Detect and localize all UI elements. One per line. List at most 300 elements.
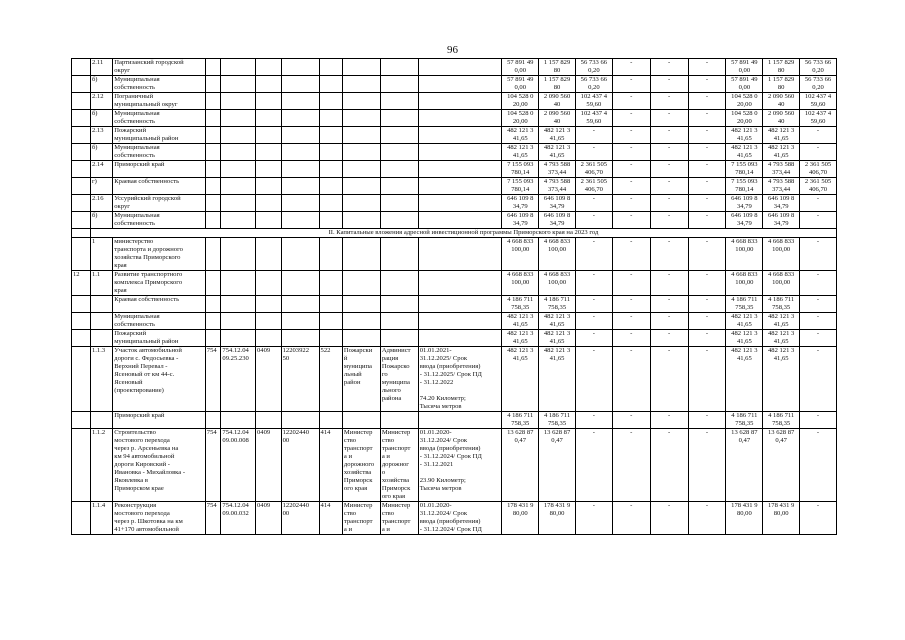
customer-cell (380, 313, 418, 330)
item-number-cell: г) (90, 178, 112, 195)
table-row (72, 144, 837, 161)
extra-2-cell: - (650, 110, 688, 127)
total-value-cell: 4 186 711 758,35 (502, 296, 539, 313)
regional-value-cell: 178 431 9 80,00 (539, 502, 576, 535)
target-code-cell (281, 127, 319, 144)
beneficiary-cell (342, 412, 380, 429)
grbs-code-cell (205, 93, 221, 110)
limit-regional-cell: 4 186 711 758,35 (763, 412, 800, 429)
item-name-cell: Участок автомобильной дороги с. Федосьевка - Верхний Перевал - Ясеновый от км 44-с. Ясеновый (проектирование) (113, 347, 206, 412)
regional-value-cell: 482 121 3 41,65 (539, 347, 576, 412)
extra-1-cell: - (612, 178, 650, 195)
section-heading: II. Капитальные вложения адресной инвестиционной программы Приморского края на 2023 год (90, 229, 836, 238)
limit-federal-cell: - (800, 429, 837, 502)
target-code-cell (281, 212, 319, 229)
grbs-code-cell (205, 59, 221, 76)
item-name-cell: Реконструкция мостового перехода через р. Шкотовка на км 41+170 автомобильной (113, 502, 206, 535)
section-code-cell (255, 296, 281, 313)
section-code-cell: 0409 (255, 429, 281, 502)
extra-3-cell: - (688, 144, 726, 161)
extra-2-cell: - (650, 271, 688, 296)
object-code-cell (221, 313, 256, 330)
extra-3-cell: - (688, 76, 726, 93)
expense-type-cell (319, 271, 342, 296)
total-value-cell: 482 121 3 41,65 (502, 127, 539, 144)
terms-capacity-cell (418, 59, 502, 76)
table-row (72, 330, 837, 347)
item-name-cell: Муниципальная собственность (113, 313, 206, 330)
extra-3-cell: - (688, 110, 726, 127)
customer-cell (380, 93, 418, 110)
federal-value-cell: - (575, 330, 612, 347)
beneficiary-cell (342, 330, 380, 347)
extra-2-cell: - (650, 93, 688, 110)
limit-total-cell: 7 155 093 780,14 (726, 178, 763, 195)
terms-capacity-cell (418, 144, 502, 161)
limit-total-cell: 7 155 093 780,14 (726, 161, 763, 178)
expense-type-cell (319, 195, 342, 212)
table-body-section-2 (72, 238, 837, 535)
object-code-cell (221, 161, 256, 178)
limit-total-cell: 482 121 3 41,65 (726, 313, 763, 330)
total-value-cell: 646 109 8 34,79 (502, 195, 539, 212)
row-number-cell (72, 296, 91, 313)
grbs-code-cell (205, 296, 221, 313)
extra-2-cell: - (650, 330, 688, 347)
customer-cell (380, 110, 418, 127)
customer-cell (380, 271, 418, 296)
target-code-cell (281, 238, 319, 271)
limit-total-cell: 104 528 0 20,00 (726, 110, 763, 127)
grbs-code-cell (205, 212, 221, 229)
beneficiary-cell (342, 313, 380, 330)
federal-value-cell: - (575, 144, 612, 161)
item-number-cell: 1.1 (90, 271, 112, 296)
section-code-cell (255, 212, 281, 229)
extra-2-cell: - (650, 76, 688, 93)
section-code-cell: 0409 (255, 347, 281, 412)
extra-3-cell: - (688, 429, 726, 502)
table-row (72, 161, 837, 178)
federal-value-cell: 102 437 4 59,60 (575, 110, 612, 127)
extra-2-cell: - (650, 502, 688, 535)
terms-capacity-cell (418, 110, 502, 127)
customer-cell (380, 238, 418, 271)
customer-cell (380, 59, 418, 76)
object-code-cell (221, 127, 256, 144)
grbs-code-cell (205, 110, 221, 127)
section-code-cell (255, 271, 281, 296)
terms-capacity-cell: 01.01.2021- 31.12.2025/ Срок ввода (приобретения) - 31.12.2025/ Срок ПД - 31.12.2022 74.20 Километр; Тысяча метров (418, 347, 502, 412)
federal-value-cell: - (575, 412, 612, 429)
terms-capacity-cell (418, 412, 502, 429)
beneficiary-cell (342, 93, 380, 110)
extra-3-cell: - (688, 412, 726, 429)
beneficiary-cell (342, 271, 380, 296)
limit-federal-cell: - (800, 127, 837, 144)
beneficiary-cell (342, 59, 380, 76)
investment-program-table (71, 58, 837, 535)
row-number-cell (72, 195, 91, 212)
item-name-cell: Краевая собственность (113, 178, 206, 195)
total-value-cell: 178 431 9 80,00 (502, 502, 539, 535)
extra-1-cell: - (612, 313, 650, 330)
regional-value-cell: 4 668 833 100,00 (539, 238, 576, 271)
customer-cell (380, 178, 418, 195)
limit-regional-cell: 4 668 833 100,00 (763, 238, 800, 271)
expense-type-cell (319, 238, 342, 271)
federal-value-cell: - (575, 195, 612, 212)
expense-type-cell (319, 412, 342, 429)
total-value-cell: 104 528 0 20,00 (502, 110, 539, 127)
extra-2-cell: - (650, 429, 688, 502)
total-value-cell: 482 121 3 41,65 (502, 330, 539, 347)
table-row (72, 296, 837, 313)
item-name-cell: министерство транспорта и дорожного хозяйства Приморского края (113, 238, 206, 271)
expense-type-cell: 414 (319, 429, 342, 502)
limit-total-cell: 482 121 3 41,65 (726, 347, 763, 412)
extra-3-cell: - (688, 212, 726, 229)
expense-type-cell (319, 93, 342, 110)
beneficiary-cell: Пожарски й муниципа льный район (342, 347, 380, 412)
item-name-cell: Пограничный муниципальный округ (113, 93, 206, 110)
limit-federal-cell: - (800, 347, 837, 412)
extra-2-cell: - (650, 412, 688, 429)
table-row (72, 212, 837, 229)
grbs-code-cell: 754 (205, 429, 221, 502)
beneficiary-cell (342, 238, 380, 271)
section-heading-row (72, 229, 837, 238)
regional-value-cell: 4 186 711 758,35 (539, 412, 576, 429)
row-number-cell (72, 313, 91, 330)
grbs-code-cell (205, 178, 221, 195)
item-name-cell: Муниципальная собственность (113, 76, 206, 93)
federal-value-cell: 102 437 4 59,60 (575, 93, 612, 110)
grbs-code-cell (205, 271, 221, 296)
limit-regional-cell: 2 090 560 40 (763, 93, 800, 110)
beneficiary-cell (342, 161, 380, 178)
limit-regional-cell: 482 121 3 41,65 (763, 313, 800, 330)
federal-value-cell: - (575, 238, 612, 271)
beneficiary-cell (342, 110, 380, 127)
federal-value-cell: - (575, 127, 612, 144)
row-number-cell (72, 110, 91, 127)
beneficiary-cell (342, 144, 380, 161)
extra-3-cell: - (688, 271, 726, 296)
table-row (72, 347, 837, 412)
regional-value-cell: 4 186 711 758,35 (539, 296, 576, 313)
item-number-cell (90, 330, 112, 347)
row-number-cell (72, 429, 91, 502)
limit-total-cell: 13 628 87 0,47 (726, 429, 763, 502)
grbs-code-cell: 754 (205, 502, 221, 535)
extra-2-cell: - (650, 161, 688, 178)
customer-cell (380, 330, 418, 347)
terms-capacity-cell (418, 161, 502, 178)
extra-1-cell: - (612, 412, 650, 429)
limit-total-cell: 646 109 8 34,79 (726, 212, 763, 229)
item-number-cell (90, 313, 112, 330)
limit-regional-cell: 482 121 3 41,65 (763, 347, 800, 412)
item-number-cell: 2.11 (90, 59, 112, 76)
limit-regional-cell: 1 157 829 80 (763, 59, 800, 76)
terms-capacity-cell (418, 195, 502, 212)
federal-value-cell: 2 361 505 406,70 (575, 178, 612, 195)
limit-total-cell: 482 121 3 41,65 (726, 127, 763, 144)
total-value-cell: 482 121 3 41,65 (502, 347, 539, 412)
object-code-cell (221, 178, 256, 195)
item-name-cell: Приморский край (113, 161, 206, 178)
table-row (72, 502, 837, 535)
extra-1-cell: - (612, 347, 650, 412)
expense-type-cell (319, 76, 342, 93)
extra-1-cell: - (612, 502, 650, 535)
item-number-cell: 2.12 (90, 93, 112, 110)
grbs-code-cell (205, 313, 221, 330)
total-value-cell: 104 528 0 20,00 (502, 93, 539, 110)
expense-type-cell (319, 59, 342, 76)
extra-2-cell: - (650, 313, 688, 330)
table-row (72, 127, 837, 144)
total-value-cell: 57 891 49 0,00 (502, 76, 539, 93)
item-name-cell: Муниципальная собственность (113, 144, 206, 161)
terms-capacity-cell (418, 313, 502, 330)
item-number-cell (90, 412, 112, 429)
table-row (72, 313, 837, 330)
grbs-code-cell (205, 161, 221, 178)
expense-type-cell (319, 161, 342, 178)
object-code-cell (221, 212, 256, 229)
regional-value-cell: 482 121 3 41,65 (539, 144, 576, 161)
item-number-cell: 1.1.4 (90, 502, 112, 535)
total-value-cell: 13 628 87 0,47 (502, 429, 539, 502)
limit-total-cell: 178 431 9 80,00 (726, 502, 763, 535)
object-code-cell (221, 76, 256, 93)
expense-type-cell (319, 313, 342, 330)
section-code-cell (255, 161, 281, 178)
limit-total-cell: 57 891 49 0,00 (726, 76, 763, 93)
row-number-cell (72, 76, 91, 93)
table-row (72, 429, 837, 502)
section-code-cell (255, 93, 281, 110)
federal-value-cell: 56 733 66 0,20 (575, 76, 612, 93)
limit-total-cell: 104 528 0 20,00 (726, 93, 763, 110)
federal-value-cell: - (575, 313, 612, 330)
row-number-cell (72, 212, 91, 229)
extra-3-cell: - (688, 127, 726, 144)
item-number-cell: 2.16 (90, 195, 112, 212)
limit-federal-cell: 2 361 505 406,70 (800, 161, 837, 178)
row-number-cell (72, 238, 91, 271)
item-number-cell: б) (90, 212, 112, 229)
total-value-cell: 4 668 833 100,00 (502, 271, 539, 296)
limit-regional-cell: 13 628 87 0,47 (763, 429, 800, 502)
extra-3-cell: - (688, 347, 726, 412)
object-code-cell (221, 330, 256, 347)
item-number-cell: б) (90, 76, 112, 93)
grbs-code-cell (205, 76, 221, 93)
extra-2-cell: - (650, 296, 688, 313)
table-row (72, 271, 837, 296)
extra-3-cell: - (688, 313, 726, 330)
customer-cell: Министер ство транспорт а и (380, 502, 418, 535)
federal-value-cell: - (575, 271, 612, 296)
customer-cell (380, 195, 418, 212)
limit-regional-cell: 1 157 829 80 (763, 76, 800, 93)
object-code-cell (221, 296, 256, 313)
expense-type-cell: 522 (319, 347, 342, 412)
item-name-cell: Приморский край (113, 412, 206, 429)
limit-federal-cell: - (800, 313, 837, 330)
object-code-cell (221, 195, 256, 212)
extra-3-cell: - (688, 502, 726, 535)
total-value-cell: 646 109 8 34,79 (502, 212, 539, 229)
target-code-cell (281, 76, 319, 93)
terms-capacity-cell: 01.01.2020- 31.12.2024/ Срок ввода (приобретения) - 31.12.2024/ Срок ПД - 31.12.2021 23.90 Километр; Тысяча метров (418, 429, 502, 502)
limit-regional-cell: 482 121 3 41,65 (763, 144, 800, 161)
extra-3-cell: - (688, 178, 726, 195)
table-row (72, 76, 837, 93)
target-code-cell (281, 93, 319, 110)
object-code-cell: 754.12.04 09.00.032 (221, 502, 256, 535)
item-number-cell: 2.14 (90, 161, 112, 178)
beneficiary-cell (342, 195, 380, 212)
table-row (72, 195, 837, 212)
target-code-cell (281, 59, 319, 76)
target-code-cell (281, 178, 319, 195)
item-number-cell: б) (90, 110, 112, 127)
expense-type-cell (319, 296, 342, 313)
federal-value-cell: - (575, 212, 612, 229)
table-row (72, 59, 837, 76)
customer-cell (380, 412, 418, 429)
terms-capacity-cell (418, 127, 502, 144)
total-value-cell: 7 155 093 780,14 (502, 161, 539, 178)
limit-regional-cell: 2 090 560 40 (763, 110, 800, 127)
extra-1-cell: - (612, 271, 650, 296)
regional-value-cell: 4 793 588 373,44 (539, 161, 576, 178)
expense-type-cell: 414 (319, 502, 342, 535)
federal-value-cell: - (575, 296, 612, 313)
limit-total-cell: 4 186 711 758,35 (726, 412, 763, 429)
terms-capacity-cell (418, 93, 502, 110)
extra-2-cell: - (650, 195, 688, 212)
terms-capacity-cell (418, 271, 502, 296)
terms-capacity-cell (418, 238, 502, 271)
extra-2-cell: - (650, 144, 688, 161)
extra-2-cell: - (650, 127, 688, 144)
total-value-cell: 7 155 093 780,14 (502, 178, 539, 195)
expense-type-cell (319, 178, 342, 195)
extra-1-cell: - (612, 212, 650, 229)
extra-3-cell: - (688, 330, 726, 347)
extra-1-cell: - (612, 161, 650, 178)
item-number-cell: 1 (90, 238, 112, 271)
federal-value-cell: - (575, 347, 612, 412)
beneficiary-cell (342, 76, 380, 93)
limit-total-cell: 57 891 49 0,00 (726, 59, 763, 76)
row-number-cell (72, 178, 91, 195)
limit-total-cell: 482 121 3 41,65 (726, 330, 763, 347)
item-name-cell: Краевая собственность (113, 296, 206, 313)
table-row (72, 412, 837, 429)
limit-federal-cell: - (800, 502, 837, 535)
target-code-cell (281, 296, 319, 313)
row-number-cell (72, 502, 91, 535)
extra-2-cell: - (650, 212, 688, 229)
customer-cell: Министер ство транспорт а и дорожног о хозяйства Приморск ого края (380, 429, 418, 502)
extra-1-cell: - (612, 127, 650, 144)
expense-type-cell (319, 212, 342, 229)
extra-3-cell: - (688, 238, 726, 271)
extra-1-cell: - (612, 144, 650, 161)
row-number-cell (72, 127, 91, 144)
total-value-cell: 482 121 3 41,65 (502, 144, 539, 161)
customer-cell (380, 127, 418, 144)
customer-cell (380, 212, 418, 229)
extra-3-cell: - (688, 59, 726, 76)
limit-regional-cell: 4 793 588 373,44 (763, 178, 800, 195)
extra-1-cell: - (612, 330, 650, 347)
regional-value-cell: 646 109 8 34,79 (539, 212, 576, 229)
row-number-cell (72, 161, 91, 178)
limit-federal-cell: - (800, 238, 837, 271)
extra-1-cell: - (612, 429, 650, 502)
grbs-code-cell (205, 412, 221, 429)
row-number-cell (72, 93, 91, 110)
beneficiary-cell (342, 296, 380, 313)
row-number-cell: 12 (72, 271, 91, 296)
object-code-cell (221, 412, 256, 429)
beneficiary-cell (342, 178, 380, 195)
target-code-cell (281, 271, 319, 296)
section-code-cell (255, 313, 281, 330)
limit-federal-cell: 102 437 4 59,60 (800, 110, 837, 127)
extra-1-cell: - (612, 238, 650, 271)
target-code-cell: 12202440 00 (281, 429, 319, 502)
limit-total-cell: 4 668 833 100,00 (726, 238, 763, 271)
expense-type-cell (319, 110, 342, 127)
regional-value-cell: 13 628 87 0,47 (539, 429, 576, 502)
extra-2-cell: - (650, 178, 688, 195)
limit-federal-cell: - (800, 195, 837, 212)
limit-federal-cell: 2 361 505 406,70 (800, 178, 837, 195)
object-code-cell (221, 238, 256, 271)
row-number-cell (72, 412, 91, 429)
object-code-cell (221, 59, 256, 76)
item-name-cell: Муниципальная собственность (113, 110, 206, 127)
target-code-cell: 12202440 00 (281, 502, 319, 535)
table-row (72, 178, 837, 195)
item-name-cell: Муниципальная собственность (113, 212, 206, 229)
regional-value-cell: 2 090 560 40 (539, 93, 576, 110)
regional-value-cell: 482 121 3 41,65 (539, 313, 576, 330)
table-body-section-1 (72, 59, 837, 229)
federal-value-cell: 2 361 505 406,70 (575, 161, 612, 178)
page-number: 96 (447, 44, 458, 56)
limit-federal-cell: 56 733 66 0,20 (800, 76, 837, 93)
limit-regional-cell: 482 121 3 41,65 (763, 330, 800, 347)
customer-cell (380, 161, 418, 178)
limit-federal-cell: 56 733 66 0,20 (800, 59, 837, 76)
limit-regional-cell: 646 109 8 34,79 (763, 212, 800, 229)
grbs-code-cell (205, 144, 221, 161)
regional-value-cell: 4 668 833 100,00 (539, 271, 576, 296)
regional-value-cell: 482 121 3 41,65 (539, 330, 576, 347)
federal-value-cell: - (575, 502, 612, 535)
object-code-cell: 754.12.04 09.00.008 (221, 429, 256, 502)
limit-federal-cell: - (800, 212, 837, 229)
